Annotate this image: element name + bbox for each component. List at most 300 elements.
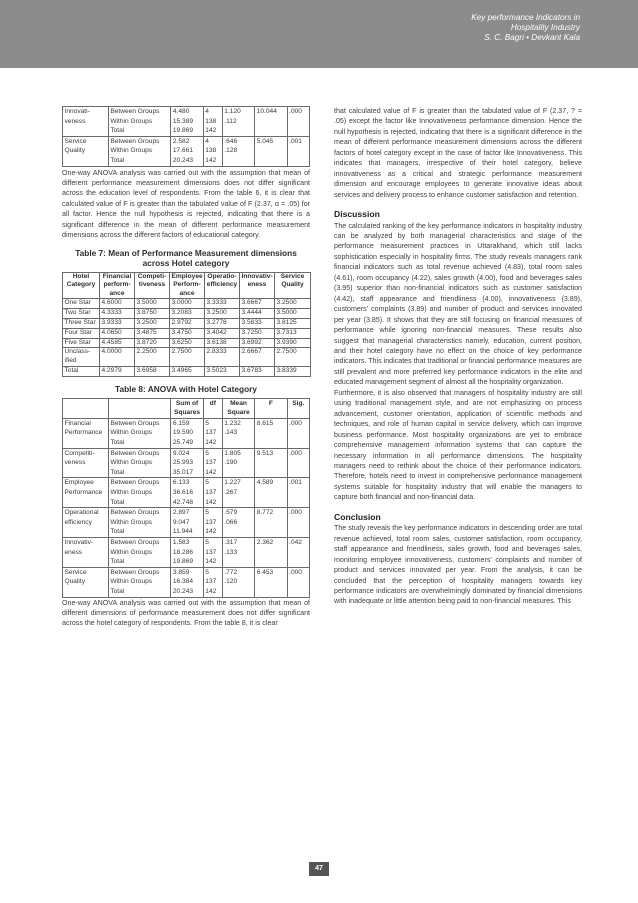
column-header <box>170 272 205 298</box>
group-cell-line: Total <box>110 528 125 536</box>
mean-cell <box>240 367 275 377</box>
mean-cell <box>275 318 311 328</box>
mean-cell <box>100 348 135 367</box>
table-8 <box>62 398 310 598</box>
sum-of-squares-cell-line: 20.243 <box>172 156 194 164</box>
column-header-line: perform- <box>103 281 131 289</box>
f-value-cell-line: 8.615 <box>256 419 274 427</box>
column-header-line: Service <box>280 272 305 280</box>
category-cell-line: One Star <box>64 298 91 306</box>
mean-cell-line: 3.9390 <box>276 338 297 346</box>
category-cell <box>63 338 100 348</box>
sum-of-squares-cell-line: 36.616 <box>172 489 194 497</box>
factor-cell <box>63 418 109 448</box>
group-cell-line: Within Groups <box>110 518 153 526</box>
column-header <box>63 398 109 418</box>
sig-cell-line: .001 <box>289 479 302 487</box>
mean-cell-line: 4.0650 <box>101 328 122 336</box>
table-row <box>63 318 311 328</box>
mean-square-cell <box>222 478 254 508</box>
category-cell-line: Five Star <box>64 338 91 346</box>
sig-cell <box>287 107 309 137</box>
sig-cell-line: .001 <box>289 137 302 145</box>
mean-cell-line: 4.0000 <box>101 348 122 356</box>
sig-cell <box>287 567 309 597</box>
df-cell-line: 4 <box>205 108 209 115</box>
df-cell <box>203 508 222 538</box>
mean-cell-line: 3.7313 <box>276 328 297 336</box>
column-header-line: Squares <box>174 409 201 417</box>
group-cell-line: Total <box>110 587 125 595</box>
mean-cell <box>240 308 275 318</box>
category-cell <box>63 328 100 338</box>
df-cell-line: 137 <box>205 518 217 526</box>
mean-cell <box>240 318 275 328</box>
group-cell <box>108 508 171 538</box>
factor-cell-line: Operational <box>64 509 99 517</box>
sig-cell-line: .000 <box>289 108 302 115</box>
column-header-line: Employee <box>171 272 203 280</box>
sum-of-squares-cell-line: 2.897 <box>172 509 190 517</box>
group-cell-line: Between Groups <box>110 137 160 145</box>
mean-cell-line: 2.7500 <box>276 348 297 356</box>
mean-square-cell-line: .112 <box>224 117 237 125</box>
factor-cell <box>63 107 109 137</box>
mean-cell-line: 3.6783 <box>241 367 262 375</box>
sum-of-squares-cell-line: 25.749 <box>172 439 194 447</box>
column-header-line: eness <box>247 281 267 289</box>
column-header-line: Hotel <box>72 272 90 280</box>
column-header-line: efficiency <box>206 281 238 289</box>
column-header <box>63 272 100 298</box>
table-row <box>63 538 310 568</box>
df-cell-line: 137 <box>205 429 217 437</box>
mean-cell-line: 3.2083 <box>171 308 192 316</box>
mean-cell <box>100 338 135 348</box>
mean-cell-line: 3.7250 <box>241 328 262 336</box>
mean-cell <box>100 318 135 328</box>
mean-square-cell-line: 1.120 <box>224 108 241 115</box>
df-cell-line: 137 <box>205 459 217 467</box>
group-cell-line: Within Groups <box>110 429 153 437</box>
sum-of-squares-cell <box>171 567 203 597</box>
factor-cell-line: Service <box>64 137 87 145</box>
left-paragraph-2: One-way ANOVA analysis was carried out with the assumption that mean of different dimensions of performance measurement does not differ significant across the hotel category of respondents. From the table 8, it is clear <box>62 598 310 628</box>
f-value-cell <box>255 508 287 538</box>
group-cell-line: Total <box>110 439 125 447</box>
mean-square-cell-line: .066 <box>224 518 238 526</box>
conclusion-paragraph: The study reveals the key performance indicators in descending order are total revenue achieved, total room sales, customer satisfaction, room occupancy, staff appearance and friendliness, sales growth, food and beverages sales, monitoring employee innovativeness, customers' complaints and number of product and services innovated per year. From the analysis, it can be concluded that the perception of hospitality managers towards key performance indicators are overwhelmingly dominated by financial dimensions with inadequate or little attention being paid to non-financial measures. This <box>334 524 582 606</box>
group-cell <box>108 448 171 478</box>
column-header-line: Mean <box>230 399 247 407</box>
mean-cell-line: 3.8720 <box>136 338 157 346</box>
df-cell <box>203 567 222 597</box>
sum-of-squares-cell-line: 9.047 <box>172 518 190 526</box>
df-cell-line: 142 <box>205 498 217 506</box>
mean-cell <box>135 338 170 348</box>
group-cell-line: Within Groups <box>110 117 153 125</box>
sum-of-squares-cell-line: 17.661 <box>172 147 194 155</box>
group-cell-line: Total <box>110 468 125 476</box>
mean-cell-line: 2.9792 <box>171 318 192 326</box>
df-cell-line: 137 <box>205 489 217 497</box>
factor-cell-line: Financial <box>64 419 91 427</box>
sum-of-squares-cell <box>171 448 203 478</box>
mean-square-cell-line: .120 <box>224 578 238 586</box>
f-value-cell-line: 5.045 <box>256 137 274 145</box>
mean-cell <box>240 348 275 367</box>
factor-cell-line: Quality <box>64 147 86 155</box>
column-header <box>100 272 135 298</box>
column-header-line: Financial <box>102 272 132 280</box>
df-cell-line: 5 <box>205 449 209 457</box>
df-cell-line: 142 <box>205 156 217 164</box>
df-cell-line: 5 <box>205 568 209 576</box>
df-cell-line: 142 <box>205 468 217 476</box>
mean-cell <box>100 298 135 308</box>
group-cell <box>108 107 171 137</box>
anova-table-continued <box>62 106 310 167</box>
factor-cell <box>63 478 109 508</box>
mean-cell <box>205 338 240 348</box>
mean-cell <box>135 367 170 377</box>
mean-cell <box>275 367 311 377</box>
mean-cell <box>135 318 170 328</box>
table-row <box>63 338 311 348</box>
column-header <box>205 272 240 298</box>
sum-of-squares-cell <box>171 478 203 508</box>
column-header-line: ance <box>179 289 195 297</box>
factor-cell-line: Innovativ- <box>64 539 94 547</box>
category-cell-line: Two Star <box>64 308 91 316</box>
mean-cell <box>100 308 135 318</box>
mean-cell <box>275 338 311 348</box>
column-header <box>287 398 309 418</box>
sum-of-squares-cell-line: 19.869 <box>172 558 194 566</box>
mean-square-cell <box>222 508 254 538</box>
mean-cell-line: 2.7500 <box>171 348 192 356</box>
f-value-cell <box>255 478 287 508</box>
column-header-line: Competi- <box>137 272 167 280</box>
mean-cell <box>135 348 170 367</box>
factor-cell-line: veness <box>64 459 86 467</box>
sum-of-squares-cell <box>171 538 203 568</box>
factor-cell <box>63 136 109 166</box>
df-cell-line: 137 <box>205 548 217 556</box>
group-cell-line: Between Groups <box>110 539 160 547</box>
df-cell-line: 4 <box>205 137 209 145</box>
column-header-line: Quality <box>281 281 304 289</box>
mean-cell-line: 2.8333 <box>206 348 227 356</box>
f-value-cell-line: 4.589 <box>256 479 274 487</box>
factor-cell <box>63 538 109 568</box>
mean-square-cell-line: .317 <box>224 539 238 547</box>
sum-of-squares-cell-line: 11.944 <box>172 528 193 536</box>
group-cell-line: Between Groups <box>110 509 160 517</box>
df-cell-line: 5 <box>205 479 209 487</box>
sig-cell-line: .000 <box>289 509 302 517</box>
sum-of-squares-cell <box>171 418 203 448</box>
factor-cell-line: veness <box>64 117 86 125</box>
category-cell-line: Unclass- <box>64 348 91 356</box>
column-header-line: Category <box>66 281 96 289</box>
group-cell-line: Between Groups <box>110 449 160 457</box>
category-cell <box>63 318 100 328</box>
column-header <box>222 398 254 418</box>
factor-cell-line: efficiency <box>64 518 92 526</box>
sig-cell-line: .042 <box>289 539 302 547</box>
column-header <box>275 272 311 298</box>
factor-cell-line: Performance <box>64 489 103 497</box>
column-header-line: Innovativ- <box>241 272 273 280</box>
column-header-line: tiveness <box>138 281 166 289</box>
column-header <box>135 272 170 298</box>
mean-cell-line: 3.5000 <box>136 298 157 306</box>
mean-cell-line: 4.4585 <box>101 338 122 346</box>
mean-square-cell-line: .772 <box>224 568 238 576</box>
f-value-cell <box>255 538 287 568</box>
mean-cell-line: 4.2979 <box>101 367 122 375</box>
mean-cell-line: 3.4042 <box>206 328 227 336</box>
sig-cell <box>287 448 309 478</box>
category-cell <box>63 298 100 308</box>
df-cell-line: 138 <box>205 147 217 155</box>
running-header-subtitle: Hospitality Industry <box>510 23 580 32</box>
discussion-paragraph-1: The calculated ranking of the key performance indicators in hospitality industry can be analyzed by both managerial characteristics and stage of the performance measurement practices in Uttarakhand, which still lacks sophistication especially in hospitality firms. The study reveals managers rank financial indicators such as total revenue achieved (4.83), total room sales (4.61), room occupancy (4.22), sales growth (4.00), food and beverages sales (3.95) superior than non-financial indicators such as customer satisfaction (4.42), staff appearance and friendliness (4.00), innovativeness (3.89), customers' complaints (3.89) and number of product and services innovated per year (3.85). It shows that they are still focusing on financial measures of performance while ignoring non-financial measures. These results also suggest that managerial characteristics namely, education, current position, and their hotel category have no effect on the choice of key performance indicators. This indicates that traditional or financial performance measures are still prevalent and more preferred key performance indicators in the elite and educated management segment of almost all the hospitality organization. <box>334 221 582 387</box>
factor-cell <box>63 448 109 478</box>
sum-of-squares-cell-line: 25.993 <box>172 459 194 467</box>
mean-square-cell <box>222 136 254 166</box>
sig-cell-line: .000 <box>289 449 302 457</box>
group-cell <box>108 418 171 448</box>
mean-square-cell-line: .190 <box>224 459 238 467</box>
discussion-paragraph-2: Furthermore, it is also observed that managers of hospitality industry are still using traditional management style, and are not emphasizing on process advancement, customer orientation, application of scientific methods and techniques, and role of human capital in service delivery, which can improve business performance. Most hospitality organizations are yet to embrace comprehensive management information systems that can capture the necessary information in all performance dimensions. The hospitality managers need to rethink about the choice of their performance indicators. Therefore, hotels need to invest in comprehensive performance management systems suitable for hospitality industry that will enable the managers to capture both financial and non-financial data. <box>334 388 582 502</box>
sum-of-squares-cell-line: 6.133 <box>172 479 190 487</box>
factor-cell-line: Quality <box>64 578 86 586</box>
f-value-cell <box>255 136 287 166</box>
column-header-line: Sum of <box>175 399 199 407</box>
table-row <box>63 367 311 377</box>
df-cell-line: 137 <box>205 578 217 586</box>
mean-square-cell <box>222 567 254 597</box>
sig-cell <box>287 538 309 568</box>
column-header-line: Square <box>227 409 250 417</box>
sum-of-squares-cell-line: 4.480 <box>172 108 190 115</box>
sum-of-squares-cell-line: 18.286 <box>172 548 194 556</box>
running-header-title: Key performance Indicators in <box>471 13 580 22</box>
mean-cell-line: 3.6992 <box>241 338 262 346</box>
sig-cell <box>287 136 309 166</box>
group-cell-line: Total <box>110 498 125 506</box>
factor-cell-line: Service <box>64 568 87 576</box>
category-cell-line: Four Star <box>64 328 92 336</box>
mean-cell-line: 3.4750 <box>171 328 192 336</box>
mean-square-cell-line: .128 <box>224 147 238 155</box>
page-number: 47 <box>309 862 329 876</box>
group-cell-line: Between Groups <box>110 568 160 576</box>
mean-square-cell-line: .133 <box>224 548 238 556</box>
sum-of-squares-cell <box>171 136 203 166</box>
df-cell <box>203 107 222 137</box>
group-cell <box>108 567 171 597</box>
mean-cell-line: 3.2500 <box>276 298 297 306</box>
mean-cell <box>135 298 170 308</box>
sum-of-squares-cell <box>171 508 203 538</box>
mean-square-cell <box>222 448 254 478</box>
right-column <box>334 106 582 607</box>
sig-cell-line: .000 <box>289 419 302 427</box>
mean-square-cell <box>222 418 254 448</box>
sum-of-squares-cell-line: 3.859 <box>172 568 190 576</box>
sum-of-squares-cell-line: 6.159 <box>172 419 190 427</box>
f-value-cell-line: 6.453 <box>256 568 274 576</box>
df-cell <box>203 448 222 478</box>
mean-cell <box>135 308 170 318</box>
df-cell <box>203 136 222 166</box>
df-cell-line: 142 <box>205 439 217 447</box>
right-paragraph-1: that calculated value of F is greater than the tabulated value of F (2.37, ? = .05) except the factor like Innovativeness performance dimension. Hence the null hypothesis is rejected, indicating that there is a significant difference in the mean of different performance measurement dimensions across the different factors of hotel category except in the case of factor like Innovativeness. This indicates that managers, irrespective of their hotel category, believe innovativeness as a critical and strategic performance measurement dimension and encourage employees to generate innovative ideas about services and delivery process to enhance customer satisfaction and retention. <box>334 107 582 199</box>
sum-of-squares-cell-line: 19.869 <box>172 127 194 135</box>
category-cell <box>63 308 100 318</box>
running-header-authors: S. C. Bagri • Devkant Kala <box>484 33 580 42</box>
category-cell-line: ified <box>64 357 77 365</box>
factor-cell-line: eness <box>64 548 83 556</box>
mean-square-cell-line: 1.232 <box>224 419 241 427</box>
mean-cell <box>205 318 240 328</box>
mean-cell <box>240 328 275 338</box>
mean-cell <box>275 298 311 308</box>
factor-cell-line: Competiti- <box>64 449 95 457</box>
mean-cell <box>240 338 275 348</box>
group-cell <box>108 538 171 568</box>
sum-of-squares-cell-line: 2.582 <box>172 137 190 145</box>
df-cell <box>203 478 222 508</box>
column-header <box>108 398 171 418</box>
conclusion-heading: Conclusion <box>334 511 381 522</box>
mean-cell <box>170 338 205 348</box>
table-row <box>63 308 311 318</box>
column-header-line: df <box>209 399 216 407</box>
mean-cell-line: 3.3333 <box>206 298 227 306</box>
mean-square-cell-line: .143 <box>224 429 238 437</box>
mean-cell <box>205 348 240 367</box>
mean-cell <box>205 328 240 338</box>
factor-cell <box>63 567 109 597</box>
df-cell-line: 138 <box>205 117 217 125</box>
mean-cell <box>205 298 240 308</box>
factor-cell-line: Performance <box>64 429 103 437</box>
column-header <box>255 398 287 418</box>
f-value-cell-line: 2.362 <box>256 539 274 547</box>
mean-cell <box>170 348 205 367</box>
f-value-cell <box>255 567 287 597</box>
running-header <box>471 13 580 43</box>
factor-cell-line: Innovati- <box>64 108 90 115</box>
f-value-cell-line: 9.513 <box>256 449 274 457</box>
table-row <box>63 478 310 508</box>
group-cell-line: Between Groups <box>110 479 160 487</box>
left-column <box>62 106 310 629</box>
mean-cell-line: 3.4444 <box>241 308 262 316</box>
f-value-cell <box>255 418 287 448</box>
column-header-line: Sig. <box>292 399 305 407</box>
sum-of-squares-cell <box>171 107 203 137</box>
mean-cell-line: 3.4965 <box>171 367 192 375</box>
mean-cell <box>100 328 135 338</box>
journal-header-band <box>0 0 638 68</box>
mean-cell-line: 3.6250 <box>171 338 192 346</box>
mean-square-cell-line: 1.805 <box>224 449 241 457</box>
mean-cell <box>170 298 205 308</box>
mean-cell <box>275 308 311 318</box>
table-row <box>63 348 311 367</box>
mean-cell <box>170 328 205 338</box>
column-header-line: F <box>268 399 273 407</box>
f-value-cell-line: 10.044 <box>256 108 277 115</box>
group-cell-line: Within Groups <box>110 548 153 556</box>
mean-cell <box>135 328 170 338</box>
mean-cell <box>170 318 205 328</box>
sum-of-squares-cell-line: 1.583 <box>172 539 190 547</box>
mean-cell <box>205 367 240 377</box>
sum-of-squares-cell-line: 9.024 <box>172 449 190 457</box>
mean-cell-line: 3.2500 <box>206 308 227 316</box>
table-row <box>63 418 310 448</box>
mean-square-cell <box>222 538 254 568</box>
category-cell-line: Total <box>64 367 79 375</box>
column-header <box>171 398 203 418</box>
group-cell-line: Within Groups <box>110 147 153 155</box>
category-cell <box>63 348 100 367</box>
table-row <box>63 107 310 137</box>
mean-cell-line: 4.6000 <box>101 298 122 306</box>
mean-square-cell-line: .267 <box>224 489 238 497</box>
sig-cell-line: .000 <box>289 568 302 576</box>
f-value-cell <box>255 107 287 137</box>
sig-cell <box>287 418 309 448</box>
group-cell <box>108 136 171 166</box>
mean-cell <box>170 367 205 377</box>
sum-of-squares-cell-line: 20.243 <box>172 587 194 595</box>
column-header-line: ance <box>109 289 125 297</box>
sig-cell <box>287 478 309 508</box>
sum-of-squares-cell-line: 42.748 <box>172 498 194 506</box>
column-header <box>240 272 275 298</box>
mean-square-cell-line: .646 <box>224 137 238 145</box>
mean-cell-line: 3.0000 <box>171 298 192 306</box>
table-row <box>63 298 311 308</box>
df-cell-line: 142 <box>205 587 217 595</box>
mean-cell <box>240 298 275 308</box>
table-7-caption: Table 7: Mean of Performance Measurement dimensions across Hotel category <box>75 247 297 269</box>
sum-of-squares-cell-line: 16.384 <box>172 578 194 586</box>
df-cell <box>203 418 222 448</box>
group-cell-line: Within Groups <box>110 489 153 497</box>
mean-cell-line: 3.4875 <box>136 328 157 336</box>
mean-cell-line: 2.2500 <box>136 348 157 356</box>
table-row <box>63 136 310 166</box>
df-cell-line: 142 <box>205 127 217 135</box>
group-cell-line: Between Groups <box>110 108 160 115</box>
df-cell-line: 5 <box>205 509 209 517</box>
mean-cell-line: 3.5000 <box>276 308 297 316</box>
f-value-cell-line: 8.772 <box>256 509 274 517</box>
mean-cell-line: 3.6958 <box>136 367 157 375</box>
sig-cell <box>287 508 309 538</box>
group-cell-line: Total <box>110 156 125 164</box>
df-cell <box>203 538 222 568</box>
sum-of-squares-cell-line: 35.017 <box>172 468 194 476</box>
